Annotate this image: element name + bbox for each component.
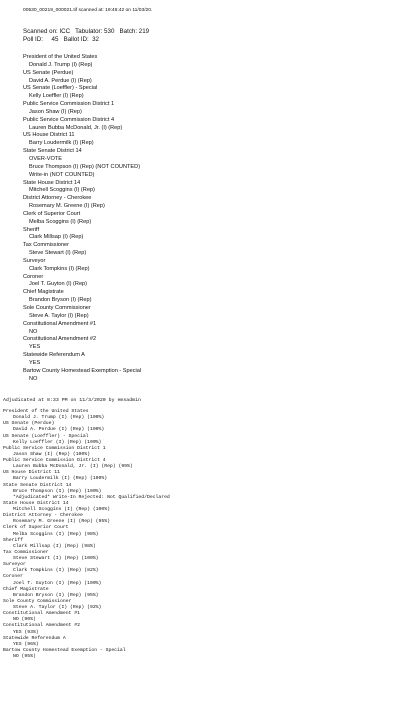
contest-title: US Senate (Perdue) (23, 69, 74, 76)
contest-choice: Rosemary M. Greene (I) (Rep) (95%) (13, 519, 110, 525)
contest-title: US Senate (Perdue) (3, 421, 55, 427)
ballot-selections (23, 54, 141, 383)
contest-choice: Donald J. Trump (I) (Rep) (29, 61, 93, 68)
contest-title: Chief Magistrate (23, 289, 64, 296)
scan-header: 00530_00219_000021.tif scanned at: 19:46:42 on 11/03/20. (23, 8, 153, 13)
contest-choice: Mitchell Scoggins (I) (Rep) (100%) (13, 507, 110, 512)
contest-choice: David A. Perdue (I) (Rep) (29, 77, 92, 84)
contest-choice: Clark Tompkins (I) (Rep) (29, 265, 90, 272)
contest-choice: Joel T. Guyton (I) (Rep) (29, 281, 88, 288)
contest-choice: Brandon Bryson (I) (Rep) (29, 297, 92, 304)
adjudicated-selections (3, 409, 170, 660)
contest-choice: Barry Loudermilk (I) (Rep) (29, 140, 94, 147)
contest-title: Surveyor (23, 257, 46, 264)
contest-choice: Clark Tompkins (I) (Rep) (82%) (13, 568, 99, 574)
contest-title: Clerk of Superior Court (23, 210, 81, 217)
contest-title: District Attorney - Cherokee (23, 195, 92, 202)
contest-title: Clerk of Superior Court (3, 525, 69, 531)
contest-choice: Melba Scoggins (I) (Rep) (29, 218, 92, 225)
contest-title: District Attorney - Cherokee (3, 513, 83, 519)
contest-choice: Steve A. Taylor (I) (Rep) (92%) (13, 605, 102, 610)
contest-choice: Write-in (NOT COUNTED) (29, 171, 95, 178)
contest-title: Public Service Commission District 1 (23, 101, 115, 108)
contest-choice: Jason Shaw (I) (Rep) (100%) (13, 451, 90, 457)
contest-choice: David A. Perdue (I) (Rep) (100%) (13, 427, 105, 433)
contest-title: Public Service Commission District 1 (3, 445, 106, 451)
contest-choice: OVER-VOTE (29, 155, 62, 162)
contest-choice: Clark Millsap (I) (Rep) (98%) (13, 543, 96, 549)
adjudication-title: Adjudicated at 8:33 PM on 11/3/2020 by emsadmin (3, 398, 141, 403)
contest-title: State Senate District 14 (3, 482, 72, 488)
contest-choice: Kelly Loeffler (I) (Rep) (29, 93, 84, 100)
contest-choice: YES (29, 359, 41, 366)
contest-choice: NO (29, 328, 38, 335)
contest-title: Sole County Commissioner (23, 305, 91, 311)
contest-title: US Senate (Loeffler) - Special (23, 85, 98, 92)
contest-choice: Brandon Bryson (I) (Rep) (95%) (13, 592, 99, 598)
contest-choice: YES (29, 344, 41, 351)
contest-choice: Rosemary M. Greene (I) (Rep) (29, 203, 105, 210)
contest-title: Coroner (3, 574, 23, 580)
contest-title: Surveyor (3, 562, 26, 568)
contest-title: Constitutional Amendment #1 (23, 320, 97, 327)
contest-title: President of the United States (23, 54, 98, 60)
contest-title: US House District 11 (3, 470, 61, 476)
contest-title: Sheriff (3, 537, 23, 543)
contest-choice: Joel T. Guyton (I) (Rep) (100%) (13, 580, 102, 586)
contest-title: President of the United States (3, 409, 89, 414)
contest-title: Constitutional Amendment #2 (23, 336, 97, 343)
contest-title: Public Service Commission District 4 (3, 458, 106, 463)
contest-choice: Steve A. Taylor (I) (Rep) (29, 312, 89, 319)
contest-choice: Donald J. Trump (I) (Rep) (100%) (13, 415, 105, 421)
scan-metadata (23, 28, 149, 44)
contest-title: State House District 14 (23, 179, 81, 186)
contest-choice: Bruce Thompson (I) (Rep) (NOT COUNTED) (29, 163, 141, 170)
contest-choice: Jason Shaw (I) (Rep) (29, 108, 82, 115)
contest-choice: NO (95%) (13, 654, 36, 659)
contest-title: State Senate District 14 (23, 148, 82, 155)
contest-title: Sheriff (23, 226, 40, 233)
contest-title: Bartow County Homestead Exemption - Special (3, 647, 126, 653)
contest-title: Chief Magistrate (3, 586, 49, 592)
contest-choice: Mitchell Scoggins (I) (Rep) (29, 187, 95, 194)
contest-title: Tax Commissioner (23, 242, 70, 249)
contest-title: Bartow County Homestead Exemption - Special (23, 367, 142, 374)
contest-title: State House District 14 (3, 500, 69, 506)
contest-choice: *Adjudicated* Write-In Rejected: Not Qualified/Declared (13, 494, 170, 500)
scan-info-line: Scanned on: ICC Tabulator: 530 Batch: 219 (23, 28, 150, 35)
contest-choice: YES (93%) (13, 629, 39, 635)
contest-title: Constitutional Amendment #2 (3, 623, 80, 629)
contest-choice: Lauren Bubba McDonald, Jr. (I) (Rep) (29, 124, 123, 131)
contest-title: Statewide Referendum A (3, 635, 66, 641)
contest-title: Public Service Commission District 4 (23, 116, 115, 123)
contest-choice: NO (90%) (13, 617, 36, 623)
poll-ballot-line: Poll ID: 45 Ballot ID: 32 (23, 35, 100, 43)
contest-title: US Senate (Loeffler) - Special (3, 433, 89, 439)
contest-choice: Barry Loudermilk (I) (Rep) (100%) (13, 476, 108, 482)
contest-choice: Steve Stewart (I) (Rep) (100%) (13, 556, 99, 561)
contest-choice: Clark Millsap (I) (Rep) (29, 234, 84, 241)
contest-choice: Bruce Thompson (I) (Rep) (100%) (13, 488, 102, 494)
contest-choice: Melba Scoggins (I) (Rep) (98%) (13, 531, 99, 537)
contest-choice: NO (29, 375, 38, 382)
contest-choice: YES (96%) (13, 641, 39, 647)
contest-title: Constitutional Amendment #1 (3, 611, 80, 617)
contest-title: Coroner (23, 273, 44, 280)
contest-choice: Kelly Loeffler (I) (Rep) (100%) (13, 439, 102, 445)
contest-choice: Steve Stewart (I) (Rep) (29, 250, 87, 257)
contest-title: Sole County Commissioner (3, 598, 72, 604)
contest-title: Tax Commissioner (3, 549, 49, 555)
contest-title: Statewide Referendum A (23, 352, 85, 359)
contest-choice: Lauren Bubba McDonald, Jr. (I) (Rep) (99%) (13, 464, 133, 470)
contest-title: US House District 11 (23, 132, 75, 139)
